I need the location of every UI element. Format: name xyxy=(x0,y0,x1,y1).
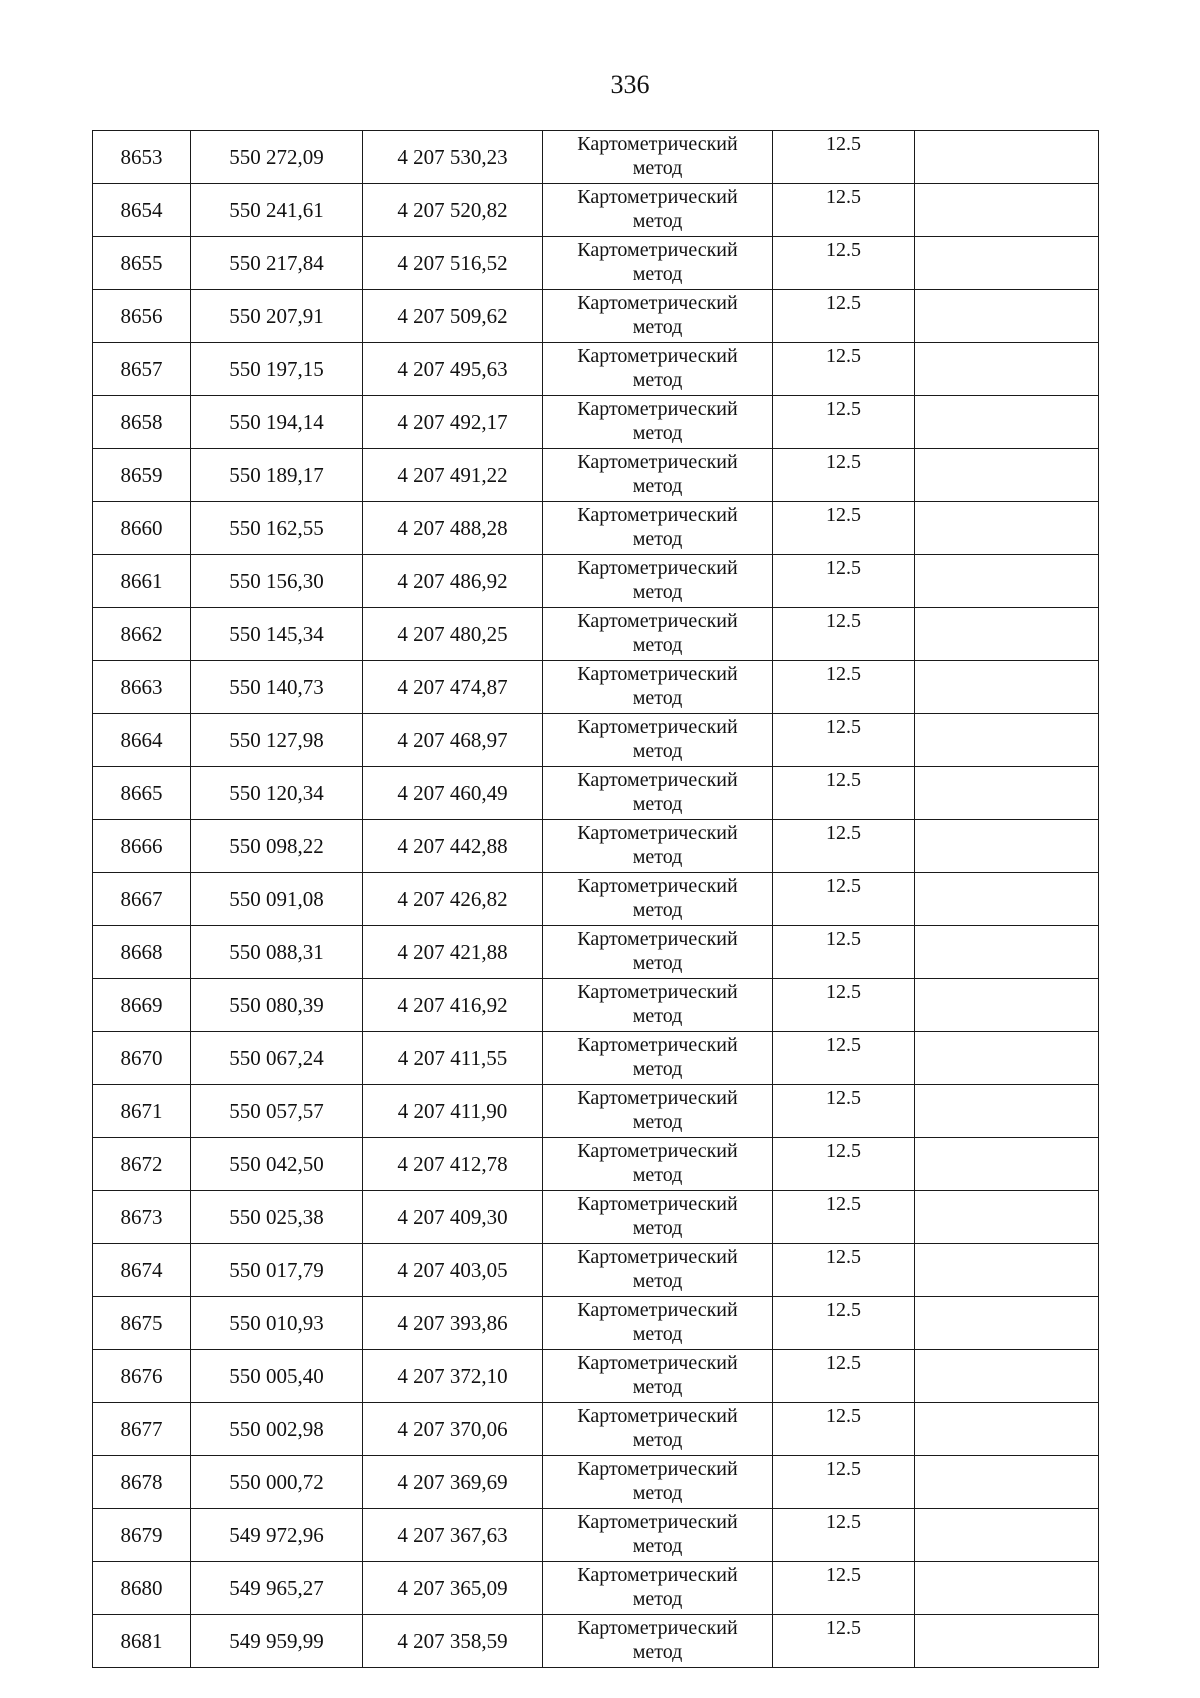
y-coordinate-cell: 4 207 495,63 xyxy=(363,343,543,396)
method-cell xyxy=(543,608,773,661)
method-cell xyxy=(543,1350,773,1403)
point-number-cell: 8679 xyxy=(93,1509,191,1562)
table-row xyxy=(93,714,1099,767)
accuracy-cell: 12.5 xyxy=(773,184,915,237)
y-coordinate-cell: 4 207 367,63 xyxy=(363,1509,543,1562)
note-cell xyxy=(915,343,1099,396)
method-cell xyxy=(543,237,773,290)
method-cell xyxy=(543,1138,773,1191)
point-number-cell: 8662 xyxy=(93,608,191,661)
y-coordinate-cell: 4 207 372,10 xyxy=(363,1350,543,1403)
table-row xyxy=(93,873,1099,926)
x-coordinate-cell: 550 057,57 xyxy=(191,1085,363,1138)
method-cell xyxy=(543,661,773,714)
point-number-cell: 8676 xyxy=(93,1350,191,1403)
y-coordinate-cell: 4 207 411,90 xyxy=(363,1085,543,1138)
accuracy-cell: 12.5 xyxy=(773,1191,915,1244)
method-line-2: метод xyxy=(632,793,683,815)
note-cell xyxy=(915,1191,1099,1244)
accuracy-cell: 12.5 xyxy=(773,714,915,767)
method-cell xyxy=(543,1615,773,1668)
method-cell xyxy=(543,714,773,767)
x-coordinate-cell: 550 241,61 xyxy=(191,184,363,237)
point-number-cell: 8681 xyxy=(93,1615,191,1668)
method-cell xyxy=(543,449,773,502)
y-coordinate-cell: 4 207 421,88 xyxy=(363,926,543,979)
method-line-1: Картометрический xyxy=(577,769,738,791)
accuracy-cell: 12.5 xyxy=(773,1138,915,1191)
method-line-1: Картометрический xyxy=(577,292,738,314)
method-cell xyxy=(543,1191,773,1244)
method-line-1: Картометрический xyxy=(577,1405,738,1427)
x-coordinate-cell: 550 207,91 xyxy=(191,290,363,343)
point-number-cell: 8671 xyxy=(93,1085,191,1138)
y-coordinate-cell: 4 207 480,25 xyxy=(363,608,543,661)
y-coordinate-cell: 4 207 530,23 xyxy=(363,131,543,184)
x-coordinate-cell: 550 010,93 xyxy=(191,1297,363,1350)
y-coordinate-cell: 4 207 369,69 xyxy=(363,1456,543,1509)
coordinates-table-body xyxy=(93,131,1099,1668)
point-number-cell: 8661 xyxy=(93,555,191,608)
method-line-2: метод xyxy=(632,687,683,709)
method-line-1: Картометрический xyxy=(577,1299,738,1321)
note-cell xyxy=(915,873,1099,926)
accuracy-cell: 12.5 xyxy=(773,1032,915,1085)
point-number-cell: 8658 xyxy=(93,396,191,449)
method-line-2: метод xyxy=(632,1270,683,1292)
x-coordinate-cell: 550 088,31 xyxy=(191,926,363,979)
x-coordinate-cell: 550 272,09 xyxy=(191,131,363,184)
method-cell xyxy=(543,555,773,608)
y-coordinate-cell: 4 207 412,78 xyxy=(363,1138,543,1191)
note-cell xyxy=(915,449,1099,502)
note-cell xyxy=(915,926,1099,979)
x-coordinate-cell: 549 959,99 xyxy=(191,1615,363,1668)
method-line-2: метод xyxy=(632,210,683,232)
accuracy-cell: 12.5 xyxy=(773,1085,915,1138)
point-number-cell: 8680 xyxy=(93,1562,191,1615)
y-coordinate-cell: 4 207 442,88 xyxy=(363,820,543,873)
method-cell xyxy=(543,979,773,1032)
table-row xyxy=(93,1615,1099,1668)
method-line-2: метод xyxy=(632,899,683,921)
accuracy-cell: 12.5 xyxy=(773,926,915,979)
y-coordinate-cell: 4 207 370,06 xyxy=(363,1403,543,1456)
note-cell xyxy=(915,767,1099,820)
x-coordinate-cell: 550 217,84 xyxy=(191,237,363,290)
table-row xyxy=(93,502,1099,555)
table-row xyxy=(93,290,1099,343)
accuracy-cell: 12.5 xyxy=(773,555,915,608)
point-number-cell: 8668 xyxy=(93,926,191,979)
point-number-cell: 8674 xyxy=(93,1244,191,1297)
method-line-1: Картометрический xyxy=(577,451,738,473)
table-row xyxy=(93,1562,1099,1615)
accuracy-cell: 12.5 xyxy=(773,343,915,396)
x-coordinate-cell: 550 140,73 xyxy=(191,661,363,714)
accuracy-cell: 12.5 xyxy=(773,608,915,661)
point-number-cell: 8667 xyxy=(93,873,191,926)
method-line-2: метод xyxy=(632,422,683,444)
accuracy-cell: 12.5 xyxy=(773,237,915,290)
x-coordinate-cell: 550 194,14 xyxy=(191,396,363,449)
note-cell xyxy=(915,1350,1099,1403)
method-line-2: метод xyxy=(632,1482,683,1504)
x-coordinate-cell: 550 017,79 xyxy=(191,1244,363,1297)
method-cell xyxy=(543,1297,773,1350)
y-coordinate-cell: 4 207 403,05 xyxy=(363,1244,543,1297)
y-coordinate-cell: 4 207 468,97 xyxy=(363,714,543,767)
point-number-cell: 8659 xyxy=(93,449,191,502)
method-line-2: метод xyxy=(632,1058,683,1080)
y-coordinate-cell: 4 207 426,82 xyxy=(363,873,543,926)
point-number-cell: 8653 xyxy=(93,131,191,184)
point-number-cell: 8663 xyxy=(93,661,191,714)
point-number-cell: 8672 xyxy=(93,1138,191,1191)
note-cell xyxy=(915,1509,1099,1562)
note-cell xyxy=(915,1562,1099,1615)
page-number: 336 xyxy=(610,70,650,99)
point-number-cell: 8670 xyxy=(93,1032,191,1085)
method-line-1: Картометрический xyxy=(577,186,738,208)
method-line-2: метод xyxy=(632,1164,683,1186)
table-row xyxy=(93,343,1099,396)
point-number-cell: 8654 xyxy=(93,184,191,237)
accuracy-cell: 12.5 xyxy=(773,820,915,873)
method-cell xyxy=(543,1456,773,1509)
method-cell xyxy=(543,1509,773,1562)
table-row xyxy=(93,1138,1099,1191)
method-cell xyxy=(543,131,773,184)
method-line-1: Картометрический xyxy=(577,610,738,632)
note-cell xyxy=(915,131,1099,184)
x-coordinate-cell: 550 162,55 xyxy=(191,502,363,555)
x-coordinate-cell: 550 080,39 xyxy=(191,979,363,1032)
note-cell xyxy=(915,1297,1099,1350)
note-cell xyxy=(915,1244,1099,1297)
note-cell xyxy=(915,184,1099,237)
method-line-1: Картометрический xyxy=(577,1087,738,1109)
y-coordinate-cell: 4 207 509,62 xyxy=(363,290,543,343)
accuracy-cell: 12.5 xyxy=(773,396,915,449)
x-coordinate-cell: 549 965,27 xyxy=(191,1562,363,1615)
method-cell xyxy=(543,926,773,979)
y-coordinate-cell: 4 207 486,92 xyxy=(363,555,543,608)
method-cell xyxy=(543,1244,773,1297)
method-line-1: Картометрический xyxy=(577,504,738,526)
note-cell xyxy=(915,1085,1099,1138)
table-row xyxy=(93,396,1099,449)
table-row xyxy=(93,1085,1099,1138)
x-coordinate-cell: 550 145,34 xyxy=(191,608,363,661)
point-number-cell: 8669 xyxy=(93,979,191,1032)
table-row xyxy=(93,979,1099,1032)
method-line-1: Картометрический xyxy=(577,557,738,579)
method-cell xyxy=(543,820,773,873)
accuracy-cell: 12.5 xyxy=(773,1244,915,1297)
method-line-2: метод xyxy=(632,952,683,974)
method-cell xyxy=(543,343,773,396)
x-coordinate-cell: 550 098,22 xyxy=(191,820,363,873)
x-coordinate-cell: 550 000,72 xyxy=(191,1456,363,1509)
note-cell xyxy=(915,608,1099,661)
method-line-2: метод xyxy=(632,1376,683,1398)
accuracy-cell: 12.5 xyxy=(773,449,915,502)
point-number-cell: 8673 xyxy=(93,1191,191,1244)
accuracy-cell: 12.5 xyxy=(773,290,915,343)
note-cell xyxy=(915,979,1099,1032)
table-row xyxy=(93,926,1099,979)
table-row xyxy=(93,1244,1099,1297)
method-line-1: Картометрический xyxy=(577,928,738,950)
method-cell xyxy=(543,1085,773,1138)
x-coordinate-cell: 550 120,34 xyxy=(191,767,363,820)
method-cell xyxy=(543,767,773,820)
y-coordinate-cell: 4 207 460,49 xyxy=(363,767,543,820)
method-line-2: метод xyxy=(632,581,683,603)
y-coordinate-cell: 4 207 492,17 xyxy=(363,396,543,449)
accuracy-cell: 12.5 xyxy=(773,1403,915,1456)
point-number-cell: 8675 xyxy=(93,1297,191,1350)
table-row xyxy=(93,131,1099,184)
method-line-1: Картометрический xyxy=(577,1458,738,1480)
y-coordinate-cell: 4 207 411,55 xyxy=(363,1032,543,1085)
method-line-1: Картометрический xyxy=(577,1511,738,1533)
note-cell xyxy=(915,661,1099,714)
accuracy-cell: 12.5 xyxy=(773,1509,915,1562)
method-line-1: Картометрический xyxy=(577,875,738,897)
method-line-2: метод xyxy=(632,1641,683,1663)
method-line-2: метод xyxy=(632,263,683,285)
x-coordinate-cell: 550 025,38 xyxy=(191,1191,363,1244)
method-line-2: метод xyxy=(632,528,683,550)
y-coordinate-cell: 4 207 491,22 xyxy=(363,449,543,502)
method-line-2: метод xyxy=(632,157,683,179)
method-line-1: Картометрический xyxy=(577,1140,738,1162)
point-number-cell: 8665 xyxy=(93,767,191,820)
note-cell xyxy=(915,1403,1099,1456)
method-cell xyxy=(543,1032,773,1085)
note-cell xyxy=(915,290,1099,343)
method-line-2: метод xyxy=(632,1005,683,1027)
y-coordinate-cell: 4 207 365,09 xyxy=(363,1562,543,1615)
method-cell xyxy=(543,1562,773,1615)
x-coordinate-cell: 550 091,08 xyxy=(191,873,363,926)
table-row xyxy=(93,820,1099,873)
method-line-2: метод xyxy=(632,634,683,656)
table-row xyxy=(93,449,1099,502)
y-coordinate-cell: 4 207 409,30 xyxy=(363,1191,543,1244)
method-line-1: Картометрический xyxy=(577,981,738,1003)
method-line-1: Картометрический xyxy=(577,133,738,155)
point-number-cell: 8656 xyxy=(93,290,191,343)
table-row xyxy=(93,1509,1099,1562)
method-line-1: Картометрический xyxy=(577,239,738,261)
accuracy-cell: 12.5 xyxy=(773,1297,915,1350)
table-row xyxy=(93,1350,1099,1403)
accuracy-cell: 12.5 xyxy=(773,661,915,714)
method-line-1: Картометрический xyxy=(577,1246,738,1268)
accuracy-cell: 12.5 xyxy=(773,767,915,820)
point-number-cell: 8660 xyxy=(93,502,191,555)
table-row xyxy=(93,1032,1099,1085)
table-row xyxy=(93,184,1099,237)
note-cell xyxy=(915,502,1099,555)
method-line-2: метод xyxy=(632,369,683,391)
y-coordinate-cell: 4 207 488,28 xyxy=(363,502,543,555)
method-line-2: метод xyxy=(632,316,683,338)
method-line-1: Картометрический xyxy=(577,822,738,844)
table-row xyxy=(93,608,1099,661)
note-cell xyxy=(915,555,1099,608)
accuracy-cell: 12.5 xyxy=(773,979,915,1032)
x-coordinate-cell: 550 042,50 xyxy=(191,1138,363,1191)
method-line-1: Картометрический xyxy=(577,1617,738,1639)
method-line-2: метод xyxy=(632,740,683,762)
x-coordinate-cell: 550 067,24 xyxy=(191,1032,363,1085)
x-coordinate-cell: 550 156,30 xyxy=(191,555,363,608)
x-coordinate-cell: 550 127,98 xyxy=(191,714,363,767)
x-coordinate-cell: 550 197,15 xyxy=(191,343,363,396)
method-line-1: Картометрический xyxy=(577,1034,738,1056)
method-cell xyxy=(543,290,773,343)
method-line-2: метод xyxy=(632,1111,683,1133)
method-line-2: метод xyxy=(632,846,683,868)
method-cell xyxy=(543,873,773,926)
x-coordinate-cell: 550 002,98 xyxy=(191,1403,363,1456)
method-cell xyxy=(543,184,773,237)
note-cell xyxy=(915,237,1099,290)
x-coordinate-cell: 550 005,40 xyxy=(191,1350,363,1403)
method-line-2: метод xyxy=(632,1429,683,1451)
accuracy-cell: 12.5 xyxy=(773,1350,915,1403)
method-line-2: метод xyxy=(632,1323,683,1345)
method-line-1: Картометрический xyxy=(577,1352,738,1374)
method-line-1: Картометрический xyxy=(577,663,738,685)
accuracy-cell: 12.5 xyxy=(773,1456,915,1509)
table-row xyxy=(93,1456,1099,1509)
coordinates-table xyxy=(92,130,1099,1668)
table-row xyxy=(93,555,1099,608)
method-line-2: метод xyxy=(632,1217,683,1239)
table-row xyxy=(93,767,1099,820)
table-row xyxy=(93,1297,1099,1350)
point-number-cell: 8677 xyxy=(93,1403,191,1456)
accuracy-cell: 12.5 xyxy=(773,1562,915,1615)
accuracy-cell: 12.5 xyxy=(773,131,915,184)
point-number-cell: 8655 xyxy=(93,237,191,290)
note-cell xyxy=(915,396,1099,449)
method-line-1: Картометрический xyxy=(577,716,738,738)
y-coordinate-cell: 4 207 474,87 xyxy=(363,661,543,714)
y-coordinate-cell: 4 207 516,52 xyxy=(363,237,543,290)
accuracy-cell: 12.5 xyxy=(773,1615,915,1668)
point-number-cell: 8666 xyxy=(93,820,191,873)
accuracy-cell: 12.5 xyxy=(773,502,915,555)
note-cell xyxy=(915,1615,1099,1668)
note-cell xyxy=(915,820,1099,873)
method-cell xyxy=(543,396,773,449)
method-line-2: метод xyxy=(632,1588,683,1610)
method-line-1: Картометрический xyxy=(577,1564,738,1586)
point-number-cell: 8664 xyxy=(93,714,191,767)
note-cell xyxy=(915,1032,1099,1085)
accuracy-cell: 12.5 xyxy=(773,873,915,926)
y-coordinate-cell: 4 207 393,86 xyxy=(363,1297,543,1350)
table-row xyxy=(93,237,1099,290)
table-row xyxy=(93,661,1099,714)
method-line-2: метод xyxy=(632,1535,683,1557)
note-cell xyxy=(915,1456,1099,1509)
method-line-1: Картометрический xyxy=(577,345,738,367)
x-coordinate-cell: 549 972,96 xyxy=(191,1509,363,1562)
y-coordinate-cell: 4 207 358,59 xyxy=(363,1615,543,1668)
note-cell xyxy=(915,714,1099,767)
method-line-1: Картометрический xyxy=(577,398,738,420)
method-cell xyxy=(543,1403,773,1456)
y-coordinate-cell: 4 207 520,82 xyxy=(363,184,543,237)
point-number-cell: 8678 xyxy=(93,1456,191,1509)
method-cell xyxy=(543,502,773,555)
table-row xyxy=(93,1191,1099,1244)
table-row xyxy=(93,1403,1099,1456)
method-line-2: метод xyxy=(632,475,683,497)
x-coordinate-cell: 550 189,17 xyxy=(191,449,363,502)
note-cell xyxy=(915,1138,1099,1191)
method-line-1: Картометрический xyxy=(577,1193,738,1215)
point-number-cell: 8657 xyxy=(93,343,191,396)
y-coordinate-cell: 4 207 416,92 xyxy=(363,979,543,1032)
